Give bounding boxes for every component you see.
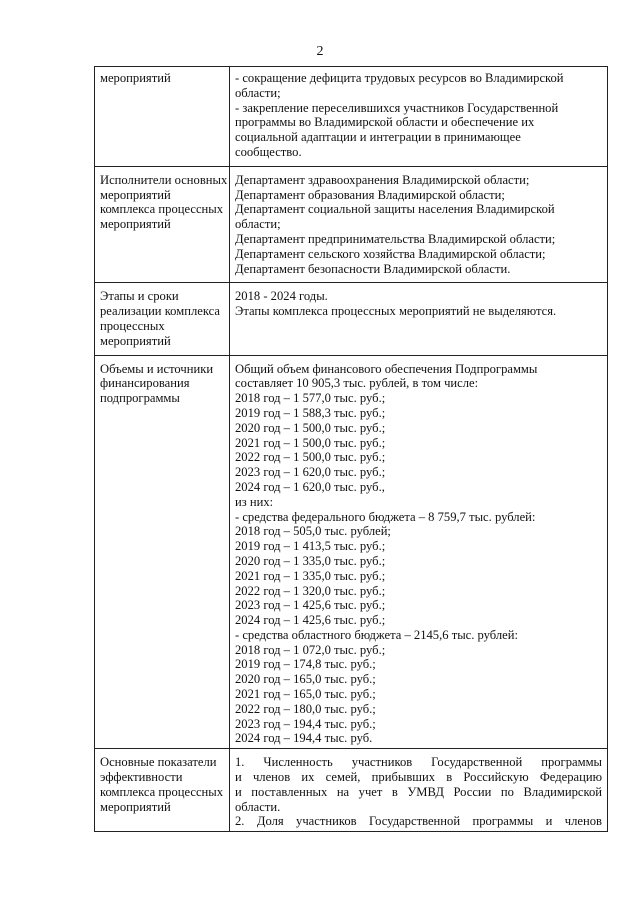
value-line: Этапы комплекса процессных мероприятий не выделяются. bbox=[235, 304, 557, 319]
value-line: 2022 год – 1 320,0 тыс. руб.; bbox=[235, 583, 386, 598]
row-goals-continued bbox=[95, 67, 608, 167]
value-line: 2019 год – 1 588,3 тыс. руб.; bbox=[235, 405, 386, 420]
value-line: 2021 год – 165,0 тыс. руб.; bbox=[235, 687, 376, 702]
value-line: Департамент образования Владимирской области; bbox=[235, 187, 505, 202]
value-line: Департамент предпринимательства Владимирской области; bbox=[235, 231, 556, 246]
indicator-line: 1. Численность участников Государственной программы bbox=[235, 755, 602, 770]
row-label-cell bbox=[95, 749, 230, 832]
row-label-cell bbox=[95, 166, 230, 283]
value-line: области; bbox=[235, 85, 281, 100]
indicator-line: области. bbox=[235, 799, 281, 814]
label-line: комплекса процессных bbox=[100, 784, 224, 799]
value-line: - средства федерального бюджета – 8 759,7 тыс. рублей: bbox=[235, 509, 536, 524]
label-line: комплекса процессных bbox=[100, 202, 224, 217]
label-line: подпрограммы bbox=[100, 391, 180, 406]
label-line: мероприятий bbox=[100, 799, 171, 814]
label-line: Основные показатели bbox=[100, 755, 217, 770]
label-line: мероприятий bbox=[100, 333, 171, 348]
indicator-line: и членов их семей, прибывших в Российскую Федерацию bbox=[235, 770, 602, 785]
row-value-cell bbox=[230, 749, 608, 832]
row-value-cell bbox=[230, 283, 608, 355]
label-line: мероприятий bbox=[100, 217, 171, 232]
value-line: 2018 год – 1 577,0 тыс. руб.; bbox=[235, 391, 386, 406]
row-label-cell bbox=[95, 355, 230, 749]
value-line: 2022 год – 1 500,0 тыс. руб.; bbox=[235, 450, 386, 465]
row-indicators bbox=[95, 749, 608, 832]
value-line: области; bbox=[235, 217, 281, 232]
value-line: 2024 год – 1 425,6 тыс. руб.; bbox=[235, 613, 386, 628]
indicator-line: 2. Доля участников Государственной программы и членов bbox=[235, 814, 602, 829]
label-line: реализации комплекса bbox=[100, 304, 220, 319]
value-line: 2018 год – 505,0 тыс. рублей; bbox=[235, 524, 391, 539]
value-line: Общий объем финансового обеспечения Подпрограммы bbox=[235, 361, 538, 376]
row-funding bbox=[95, 355, 608, 749]
value-line: Департамент безопасности Владимирской области. bbox=[235, 261, 511, 276]
value-line: Департамент социальной защиты населения Владимирской bbox=[235, 202, 555, 217]
label-line: Этапы и сроки bbox=[100, 289, 179, 304]
passport-table bbox=[94, 66, 608, 832]
label-line: процессных bbox=[100, 318, 165, 333]
row-value-cell bbox=[230, 355, 608, 749]
value-line: - закрепление переселившихся участников Государственной bbox=[235, 100, 559, 115]
table-body bbox=[95, 67, 608, 832]
value-line: - средства областного бюджета – 2145,6 тыс. рублей: bbox=[235, 627, 519, 642]
value-line: Департамент здравоохранения Владимирской области; bbox=[235, 172, 530, 187]
value-line: сообщество. bbox=[235, 144, 302, 159]
row-executors bbox=[95, 166, 608, 283]
value-line: социальной адаптации и интеграции в принимающее bbox=[235, 130, 521, 145]
indicator-line: и поставленных на учет в УМВД России по Владимирской bbox=[235, 784, 602, 799]
value-line: Департамент сельского хозяйства Владимирской области; bbox=[235, 246, 546, 261]
value-line: 2023 год – 194,4 тыс. руб.; bbox=[235, 716, 376, 731]
value-line: составляет 10 905,3 тыс. рублей, в том числе: bbox=[235, 376, 479, 391]
value-line: 2024 год – 1 620,0 тыс. руб., bbox=[235, 479, 385, 494]
row-stages bbox=[95, 283, 608, 355]
label-line: эффективности bbox=[100, 770, 183, 785]
value-line: из них: bbox=[235, 494, 274, 509]
label-line: Исполнители основных bbox=[100, 172, 228, 187]
value-line: 2021 год – 1 500,0 тыс. руб.; bbox=[235, 435, 386, 450]
value-line: 2024 год – 194,4 тыс. руб. bbox=[235, 731, 373, 746]
value-line: 2020 год – 1 500,0 тыс. руб.; bbox=[235, 420, 386, 435]
row-value-cell bbox=[230, 166, 608, 283]
value-line: программы во Владимирской области и обеспечение их bbox=[235, 115, 535, 130]
value-line: 2023 год – 1 620,0 тыс. руб.; bbox=[235, 465, 386, 480]
label-line: мероприятий bbox=[100, 71, 171, 85]
value-line: - сокращение дефицита трудовых ресурсов во Владимирской bbox=[235, 71, 564, 85]
value-line: 2021 год – 1 335,0 тыс. руб.; bbox=[235, 568, 386, 583]
row-value-cell bbox=[230, 67, 608, 167]
label-line: Объемы и источники bbox=[100, 361, 214, 376]
value-line: 2023 год – 1 425,6 тыс. руб.; bbox=[235, 598, 386, 613]
value-line: 2022 год – 180,0 тыс. руб.; bbox=[235, 701, 376, 716]
value-line: 2019 год – 174,8 тыс. руб.; bbox=[235, 657, 376, 672]
label-line: финансирования bbox=[100, 376, 190, 391]
value-line: 2019 год – 1 413,5 тыс. руб.; bbox=[235, 539, 386, 554]
label-line: мероприятий bbox=[100, 187, 171, 202]
row-label-cell bbox=[95, 67, 230, 167]
page-number: 2 bbox=[316, 44, 324, 59]
value-line: 2018 год – 1 072,0 тыс. руб.; bbox=[235, 642, 386, 657]
value-line: 2020 год – 1 335,0 тыс. руб.; bbox=[235, 553, 386, 568]
value-line: 2018 - 2024 годы. bbox=[235, 289, 328, 304]
value-line: 2020 год – 165,0 тыс. руб.; bbox=[235, 672, 376, 687]
row-label-cell bbox=[95, 283, 230, 355]
